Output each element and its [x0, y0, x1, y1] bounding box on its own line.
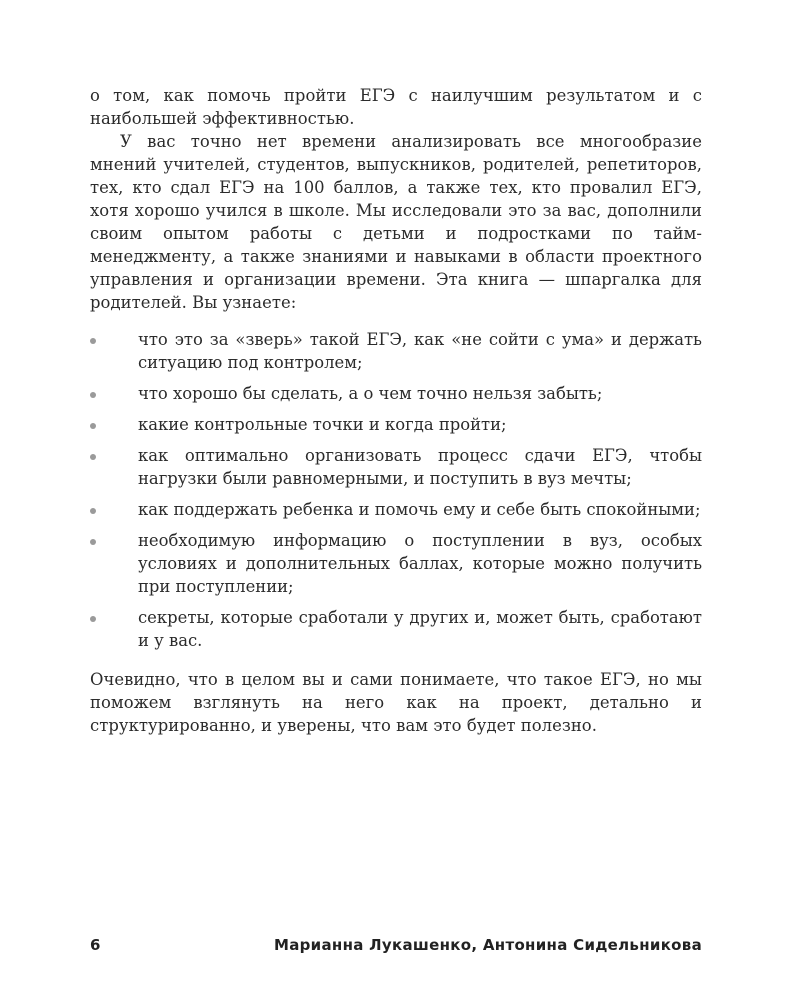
list-item [90, 606, 702, 652]
page-footer [90, 936, 702, 960]
page-number: 6 [90, 936, 101, 954]
list-item [90, 444, 702, 490]
list-item [90, 498, 702, 521]
closing-paragraph: Очевидно, что в целом вы и сами понимаете, что такое ЕГЭ, но мы поможем взглянуть на него как на проект, детально и структурированно, и уверены, что вам это будет полезно. [90, 670, 702, 735]
bullet-icon [90, 616, 96, 622]
bullet-icon [90, 454, 96, 460]
list-item-text: как оптимально организовать процесс сдачи ЕГЭ, чтобы нагрузки были равномерными, и поступить в вуз мечты; [138, 446, 702, 488]
list-item-text: что это за «зверь» такой ЕГЭ, как «не сойти с ума» и держать ситуацию под контролем; [138, 330, 702, 372]
intro-paragraph: о том, как помочь пройти ЕГЭ с наилучшим результатом и с наибольшей эффективностью. [90, 86, 702, 128]
bullet-icon [90, 392, 96, 398]
authors-running-footer: Марианна Лукашенко, Антонина Сидельникова [273, 936, 702, 954]
list-item-text: как поддержать ребенка и помочь ему и себе быть спокойными; [138, 500, 701, 519]
bullet-icon [90, 508, 96, 514]
list-item [90, 529, 702, 598]
list-item-text: секреты, которые сработали у других и, может быть, сработают и у вас. [138, 608, 702, 650]
bullet-icon [90, 338, 96, 344]
list-item-text: какие контрольные точки и когда пройти; [138, 415, 507, 434]
list-item [90, 413, 702, 436]
page-body [90, 84, 702, 737]
bullet-icon [90, 423, 96, 429]
list-item-text: необходимую информацию о поступлении в вуз, особых условиях и дополнительных баллах, которые можно получить при поступлении; [138, 531, 702, 596]
list-item-text: что хорошо бы сделать, а о чем точно нельзя забыть; [138, 384, 603, 403]
bullet-list [90, 328, 702, 652]
list-item [90, 328, 702, 374]
list-item [90, 382, 702, 405]
bullet-icon [90, 539, 96, 545]
main-paragraph: У вас точно нет времени анализировать все многообразие мнений учителей, студентов, выпускников, родителей, репетиторов, тех, кто сдал ЕГЭ на 100 баллов, а также тех, кто провалил ЕГЭ, хотя хорошо учился в школе. Мы исследовали это за вас, дополнили своим опытом работы с детьми и подростками по тайм-менеджменту, а также знаниями и навыками в области проектного управления и организации времени. Эта книга — шпаргалка для родителей. Вы узнаете: [90, 132, 702, 312]
